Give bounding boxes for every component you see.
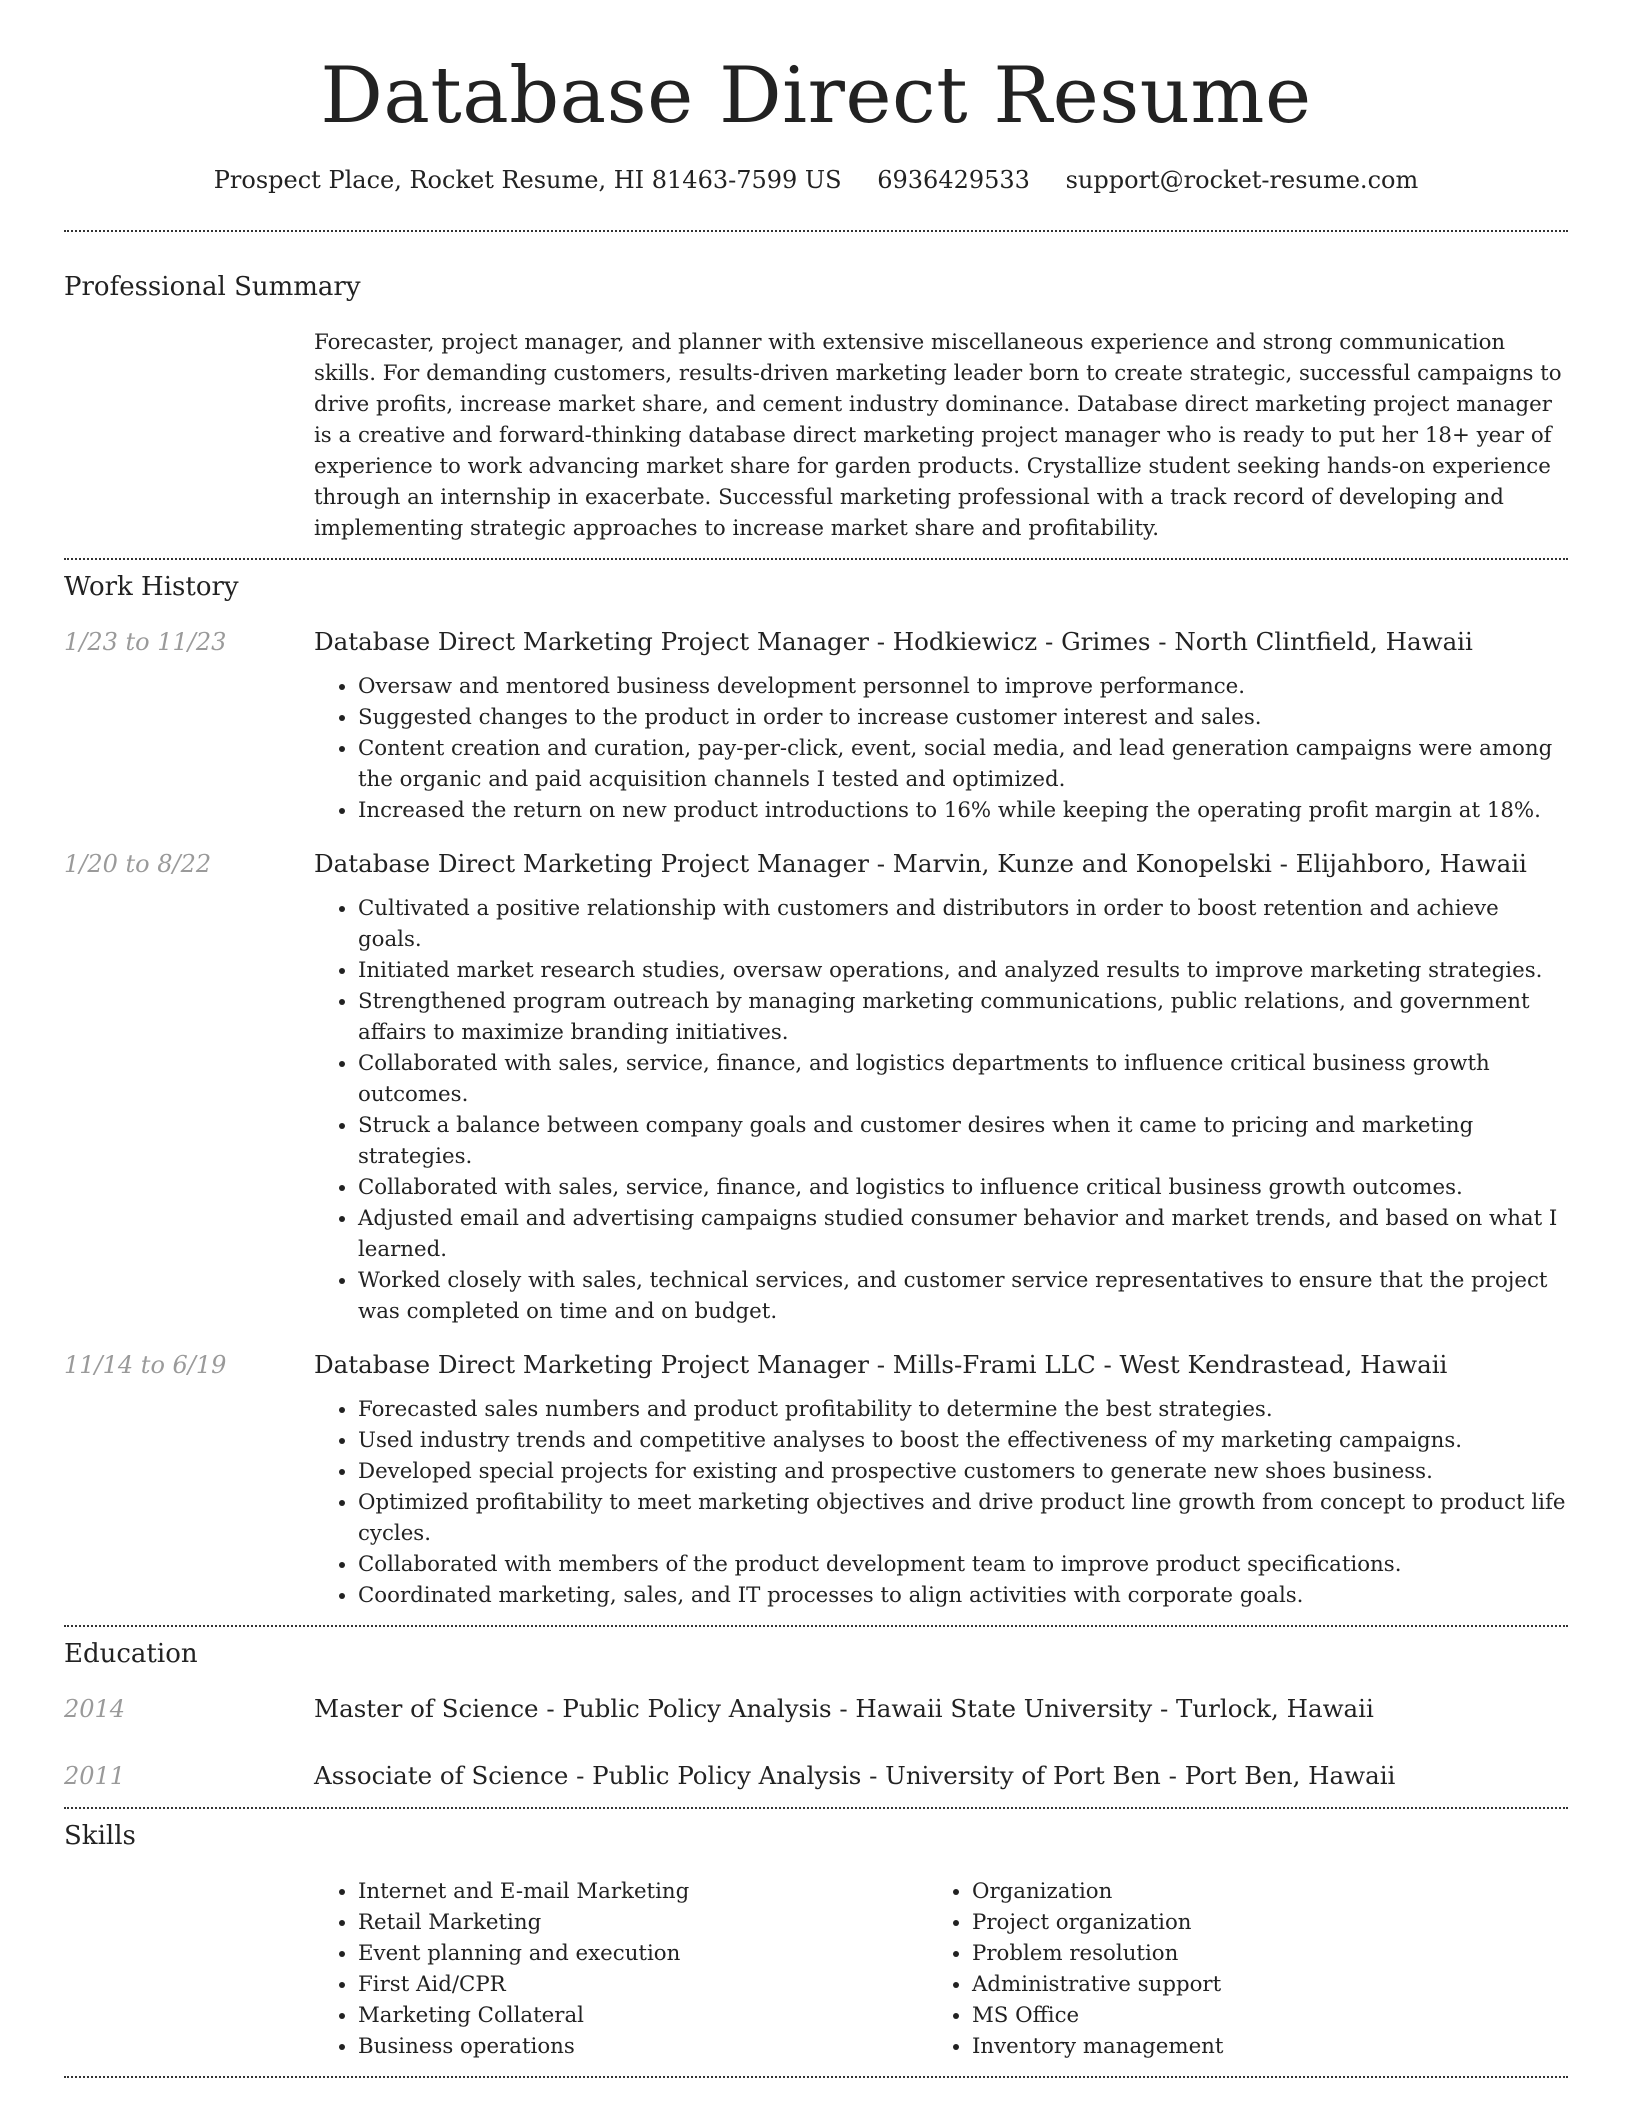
skills-section (64, 1809, 1568, 2076)
education-body (314, 1692, 1568, 1726)
list-item: • Retail Marketing (358, 1907, 928, 1938)
job-body (314, 847, 1568, 1327)
section-title-skills: Skills (64, 1820, 136, 1851)
education-title: Master of Science - Public Policy Analysis - Hawaii State University - Turlock, Hawaii (314, 1693, 1374, 1723)
list-item: • Collaborated with members of the product development team to improve product specifications. (358, 1549, 1568, 1580)
list-item: • Increased the return on new product introductions to 16% while keeping the operating profit margin at 18%. (358, 795, 1568, 826)
list-item: • Event planning and execution (358, 1938, 928, 1969)
job-title: Database Direct Marketing Project Manager - Marvin, Kunze and Konopelski - Elijahboro, Hawaii (314, 848, 1527, 878)
section-title-summary: Professional Summary (64, 271, 361, 302)
work-section (64, 560, 1568, 1625)
education-body (314, 1759, 1568, 1793)
list-item: • Worked closely with sales, technical services, and customer service representatives to ensure that the project was completed on time and on budget. (358, 1265, 1568, 1327)
list-item: • Developed special projects for existing and prospective customers to generate new shoes business. (358, 1456, 1568, 1487)
contact-phone: 6936429533 (877, 165, 1030, 194)
contact-address: Prospect Place, Rocket Resume, HI 81463-7599 US (213, 165, 842, 194)
job-entry (64, 847, 1568, 1327)
list-item: • Collaborated with sales, service, finance, and logistics departments to influence critical business growth outcomes. (358, 1048, 1568, 1110)
section-title-education: Education (64, 1638, 198, 1669)
list-item: • Problem resolution (972, 1938, 1542, 1969)
education-section (64, 1627, 1568, 1807)
job-bullets (314, 1394, 1568, 1611)
list-item: • Project organization (972, 1907, 1542, 1938)
job-entry (64, 625, 1568, 826)
contact-email: support@rocket-resume.com (1065, 165, 1419, 194)
skills-column-right (928, 1876, 1542, 2062)
job-dates: 1/20 to 8/22 (64, 849, 212, 878)
summary-text: Forecaster, project manager, and planner with extensive miscellaneous experience and strong communication skills. For demanding customers, results-driven marketing leader born to create strategic, successful campaigns to drive profits, increase market share, and cement industry dominance. Database direct marketing project manager is a creative and forward-thinking database direct marketing project manager who is ready to put her 18+ year of experience to work advancing market share for garden products. Crystallize student seeking hands-on experience through an internship in exacerbate. Successful marketing professional with a track record of developing and implementing strategic approaches to increase market share and profitability. (314, 329, 1562, 541)
education-entry (64, 1759, 1568, 1793)
list-item: • Optimized profitability to meet marketing objectives and drive product line growth from concept to product life cycles. (358, 1487, 1568, 1549)
job-dates: 1/23 to 11/23 (64, 627, 227, 656)
list-item: • First Aid/CPR (358, 1969, 928, 2000)
job-body (314, 1348, 1568, 1611)
list-item: • Organization (972, 1876, 1542, 1907)
education-year: 2014 (64, 1694, 126, 1723)
list-item: • Coordinated marketing, sales, and IT processes to align activities with corporate goals. (358, 1580, 1568, 1611)
list-item: • Collaborated with sales, service, finance, and logistics to influence critical business growth outcomes. (358, 1172, 1568, 1203)
resume-header (64, 0, 1568, 194)
resume-name: Database Direct Resume (320, 51, 1312, 141)
list-item: • Initiated market research studies, oversaw operations, and analyzed results to improve marketing strategies. (358, 955, 1568, 986)
list-item: • Struck a balance between company goals and customer desires when it came to pricing and marketing strategies. (358, 1110, 1568, 1172)
list-item: • Forecasted sales numbers and product profitability to determine the best strategies. (358, 1394, 1568, 1425)
skills-column-left (314, 1876, 928, 2062)
job-entry (64, 1348, 1568, 1611)
education-title: Associate of Science - Public Policy Analysis - University of Port Ben - Port Ben, Hawaii (314, 1760, 1396, 1790)
divider (64, 2076, 1568, 2078)
skills-list-right (928, 1876, 1542, 2062)
skills-columns (314, 1876, 1568, 2062)
list-item: • Business operations (358, 2031, 928, 2062)
job-body (314, 625, 1568, 826)
job-bullets (314, 671, 1568, 826)
job-dates: 11/14 to 6/19 (64, 1350, 227, 1379)
job-bullets (314, 893, 1568, 1327)
list-item: • Oversaw and mentored business development personnel to improve performance. (358, 671, 1568, 702)
list-item: • Strengthened program outreach by managing marketing communications, public relations, and government affairs to maximize branding initiatives. (358, 986, 1568, 1048)
job-title: Database Direct Marketing Project Manager - Hodkiewicz - Grimes - North Clintfield, Hawaii (314, 626, 1473, 656)
list-item: • MS Office (972, 2000, 1542, 2031)
list-item: • Suggested changes to the product in order to increase customer interest and sales. (358, 702, 1568, 733)
section-title-work: Work History (64, 571, 239, 602)
list-item: • Content creation and curation, pay-per-click, event, social media, and lead generation campaigns were among the organic and paid acquisition channels I tested and optimized. (358, 733, 1568, 795)
list-item: • Used industry trends and competitive analyses to boost the effectiveness of my marketing campaigns. (358, 1425, 1568, 1456)
list-item: • Marketing Collateral (358, 2000, 928, 2031)
contact-line (64, 166, 1568, 194)
list-item: • Adjusted email and advertising campaigns studied consumer behavior and market trends, and based on what I learned. (358, 1203, 1568, 1265)
list-item: • Inventory management (972, 2031, 1542, 2062)
education-year: 2011 (64, 1761, 126, 1790)
skills-list-left (314, 1876, 928, 2062)
list-item: • Internet and E-mail Marketing (358, 1876, 928, 1907)
education-entry (64, 1692, 1568, 1726)
summary-section (64, 232, 1568, 558)
job-title: Database Direct Marketing Project Manager - Mills-Frami LLC - West Kendrastead, Hawaii (314, 1349, 1448, 1379)
list-item: • Administrative support (972, 1969, 1542, 2000)
list-item: • Cultivated a positive relationship with customers and distributors in order to boost retention and achieve goals. (358, 893, 1568, 955)
